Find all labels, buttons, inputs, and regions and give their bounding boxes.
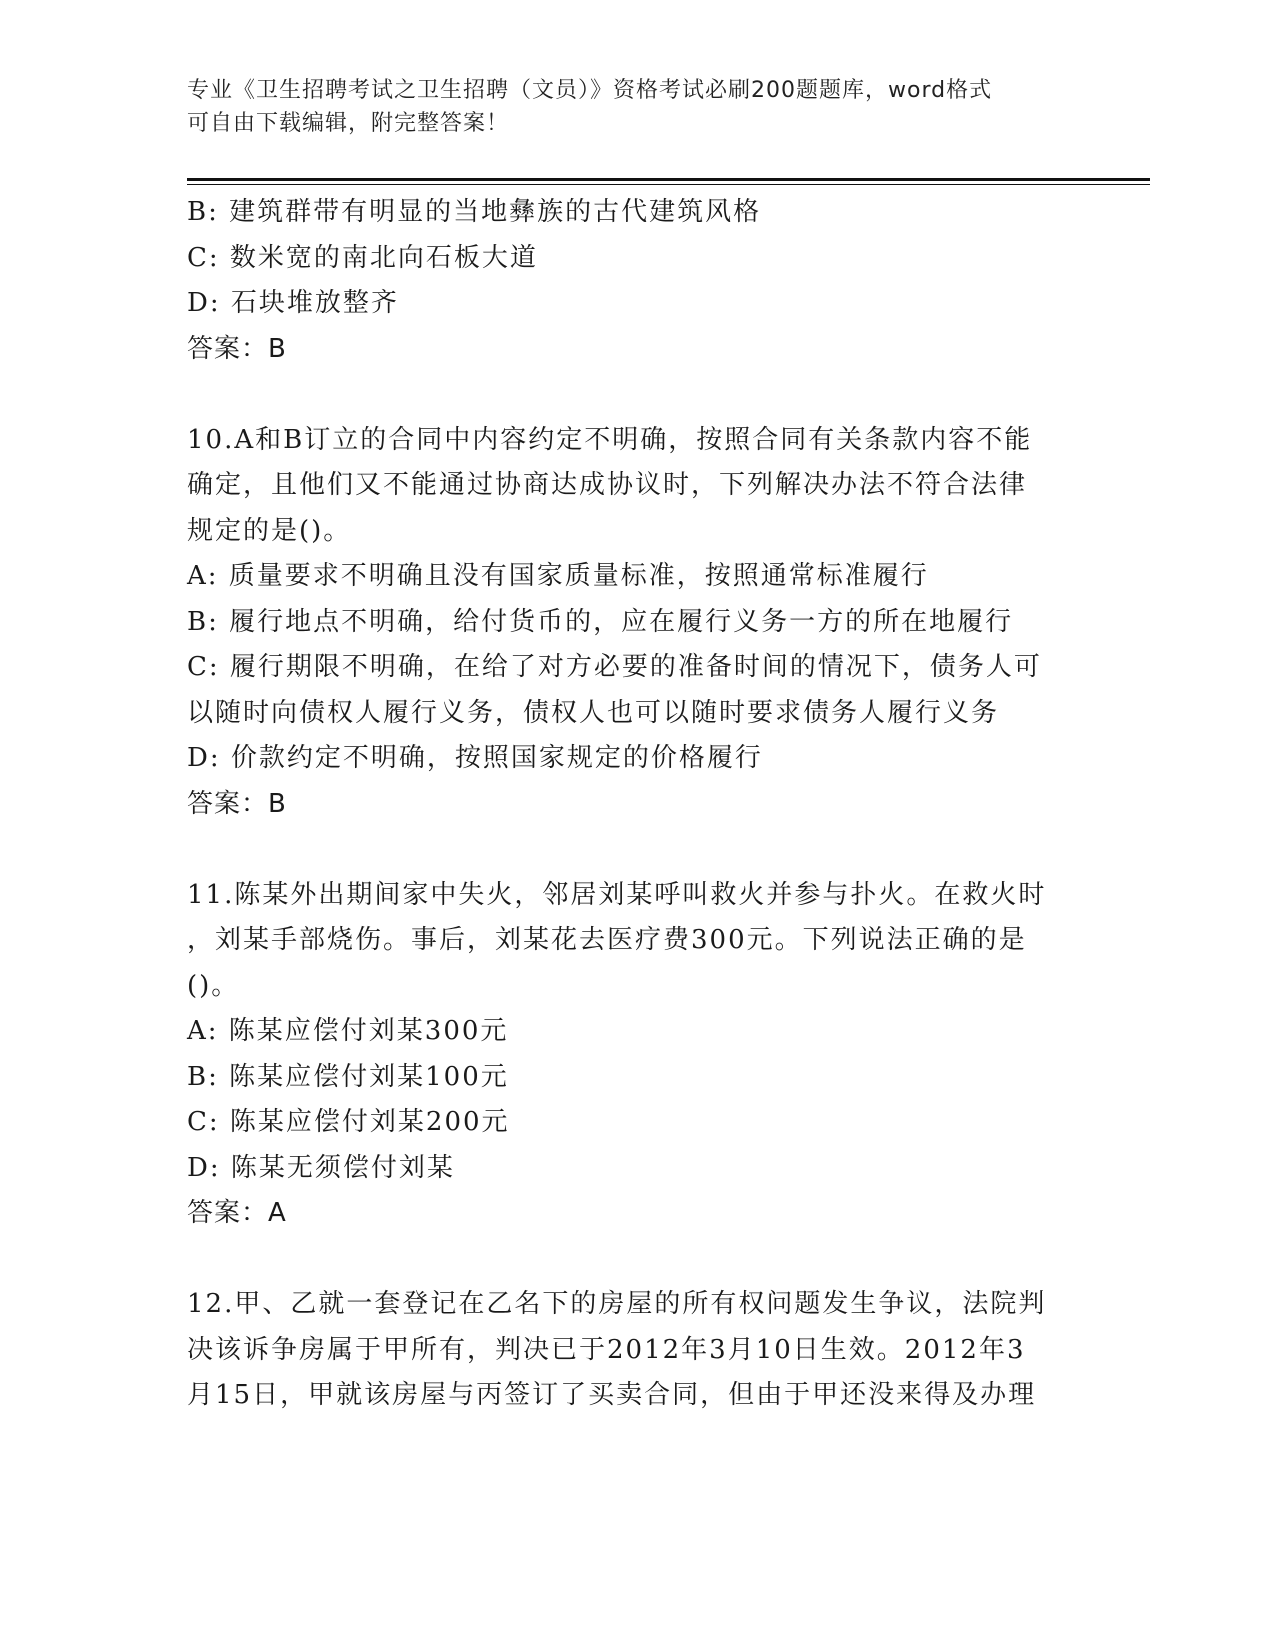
option-d: D: 价款约定不明确，按照国家规定的价格履行 bbox=[187, 743, 763, 773]
option-d: D: 石块堆放整齐 bbox=[187, 288, 399, 318]
header-divider-thick bbox=[187, 178, 1150, 181]
question-12 bbox=[187, 1282, 1067, 1419]
question-11 bbox=[187, 873, 1067, 1237]
question-stem-line: ()。 bbox=[187, 970, 240, 1001]
question-stem-line: 规定的是()。 bbox=[187, 515, 352, 546]
question-stem-line: 10.A和B订立的合同中内容约定不明确，按照合同有关条款内容不能 bbox=[187, 424, 1033, 455]
option-c: C: 履行期限不明确，在给了对方必要的准备时间的情况下，债务人可 bbox=[187, 652, 1042, 682]
question-stem-line: 确定，且他们又不能通过协商达成协议时，下列解决办法不符合法律 bbox=[187, 470, 1028, 500]
option-b: B: 陈某应偿付刘某100元 bbox=[187, 1061, 509, 1092]
header-line-2: 可自由下载编辑，附完整答案！ bbox=[187, 111, 510, 136]
option-a: A: 质量要求不明确且没有国家质量标准，按照通常标准履行 bbox=[187, 561, 929, 591]
question-stem-line: 12.甲、乙就一套登记在乙名下的房屋的所有权问题发生争议，法院判 bbox=[187, 1289, 1047, 1319]
option-b: B: 建筑群带有明显的当地彝族的古代建筑风格 bbox=[187, 197, 762, 227]
question-stem-line: ，刘某手部烧伤。事后，刘某花去医疗费300元。下列说法正确的是 bbox=[187, 925, 1027, 955]
header-divider-thin bbox=[187, 184, 1150, 185]
answer-line: 答案：A bbox=[187, 1198, 287, 1228]
question-stem-line: 决该诉争房属于甲所有，判决已于2012年3月10日生效。2012年3 bbox=[187, 1334, 1026, 1365]
question-stem-line: 月15日，甲就该房屋与丙签订了买卖合同，但由于甲还没来得及办理 bbox=[187, 1380, 1037, 1410]
option-b: B: 履行地点不明确，给付货币的，应在履行义务一方的所在地履行 bbox=[187, 606, 1014, 637]
question-spacer bbox=[187, 1237, 1067, 1283]
option-a: A: 陈某应偿付刘某300元 bbox=[187, 1016, 509, 1046]
option-c: C: 数米宽的南北向石板大道 bbox=[187, 242, 538, 273]
option-d: D: 陈某无须偿付刘某 bbox=[187, 1152, 455, 1183]
answer-line: 答案：B bbox=[187, 333, 287, 364]
page-header bbox=[187, 74, 1067, 140]
question-10 bbox=[187, 418, 1067, 828]
question-spacer bbox=[187, 372, 1067, 418]
question-9-tail bbox=[187, 190, 1067, 372]
question-content bbox=[187, 190, 1067, 1419]
option-c-continued: 以随时向债权人履行义务，债权人也可以随时要求债务人履行义务 bbox=[187, 697, 1000, 728]
option-c: C: 陈某应偿付刘某200元 bbox=[187, 1107, 510, 1137]
question-spacer bbox=[187, 827, 1067, 873]
header-line-1: 专业《卫生招聘考试之卫生招聘（文员）》资格考试必刷200题题库，word格式 bbox=[187, 78, 993, 103]
answer-line: 答案：B bbox=[187, 788, 287, 819]
question-stem-line: 11.陈某外出期间家中失火，邻居刘某呼叫救火并参与扑火。在救火时 bbox=[187, 879, 1047, 910]
